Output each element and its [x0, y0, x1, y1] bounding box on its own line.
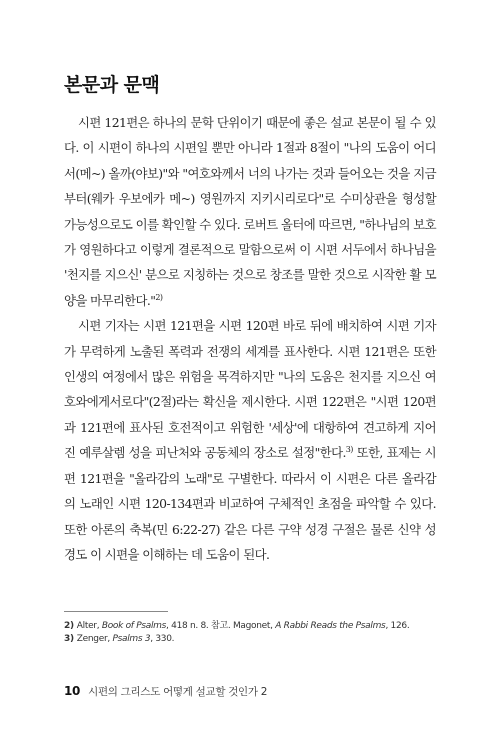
section-title: 본문과 문맥 — [64, 74, 160, 96]
footnote-text: , 126. — [385, 621, 410, 631]
footnotes — [64, 620, 444, 646]
body-text — [64, 110, 436, 567]
paragraph-1 — [64, 110, 436, 313]
paragraph-1-text: 시편 121편은 하나의 문학 단위이기 때문에 좋은 설교 본문이 될 수 있다. 이 시편이 하나의 시편일 뿐만 아니라 1절과 8절이 "나의 도움이 어디서(메~) 올까(야보)"와 "여호와께서 너의 나가는 것과 들어오는 것을 지금부터(웨카 우보에카 메~) 영원까지 지키시리로다"로 수미상관을 형성할 가능성으로도 이를 확인할 수 있다. 로버트 올터에 따르면, "하나님의 보호가 영원하다고 이렇게 결론적으로 말함으로써 이 시편 서두에서 하나님을 '천지를 지으신' 분으로 지칭하는 것으로 창조를 말한 것으로 시작한 활 모양을 마무리한다." — [64, 115, 436, 308]
footnote-number: 3) — [64, 634, 74, 644]
paragraph-2-text-a: 시편 기자는 시편 121편을 시편 120편 바로 뒤에 배치하여 시편 기자가 무력하게 노출된 폭력과 전쟁의 세계를 표사한다. 시편 121편은 또한 인생의 여정에서 많은 위험을 목격하지만 "나의 도움은 천지를 지으신 여호와에게서로다"(2절)라는 확신을 제시한다. 시편 122편은 "시편 120편과 121편에 표사된 호전적이고 위험한 '세상'에 대항하여 견고하게 지어진 예루살렘 성을 피난처와 공동체의 장소로 설정"한다. — [64, 318, 436, 461]
page-number: 10 — [64, 684, 81, 698]
footnote-number: 2) — [64, 621, 74, 631]
footnote-text: , 330. — [150, 634, 175, 644]
footnote-divider — [64, 611, 168, 612]
book-title: 시편의 그리스도 어떻게 설교할 것인가 2 — [88, 686, 268, 698]
footnote-ref-2[interactable]: 2) — [155, 292, 163, 302]
footnote-title: A Rabbi Reads the Psalms — [275, 621, 386, 631]
footnote-text: Zenger, — [76, 634, 113, 644]
page-footer — [64, 684, 267, 699]
footnote-title: Psalms 3 — [112, 634, 151, 644]
footnote-ref-3[interactable]: 3) — [345, 445, 353, 455]
footnote-item — [64, 620, 444, 633]
paragraph-2 — [64, 313, 436, 567]
footnote-title: Book of Psalms — [101, 621, 167, 631]
footnote-text: , 418 n. 8. 참고. Magonet, — [166, 621, 276, 631]
paragraph-2-text-b: 또한, 표제는 시편 121편을 "올라감의 노래"로 구별한다. 따라서 이 시편은 다른 올라감의 노래인 시편 120-134편과 비교하여 구체적인 초점을 파악할 수 있다. 또한 아론의 축복(민 6:22-27) 같은 다른 구약 성경 구절은 물론 신약 성경도 이 시편을 이해하는 데 도움이 된다. — [64, 445, 436, 562]
footnote-text: Alter, — [76, 621, 102, 631]
footnote-item — [64, 633, 444, 646]
